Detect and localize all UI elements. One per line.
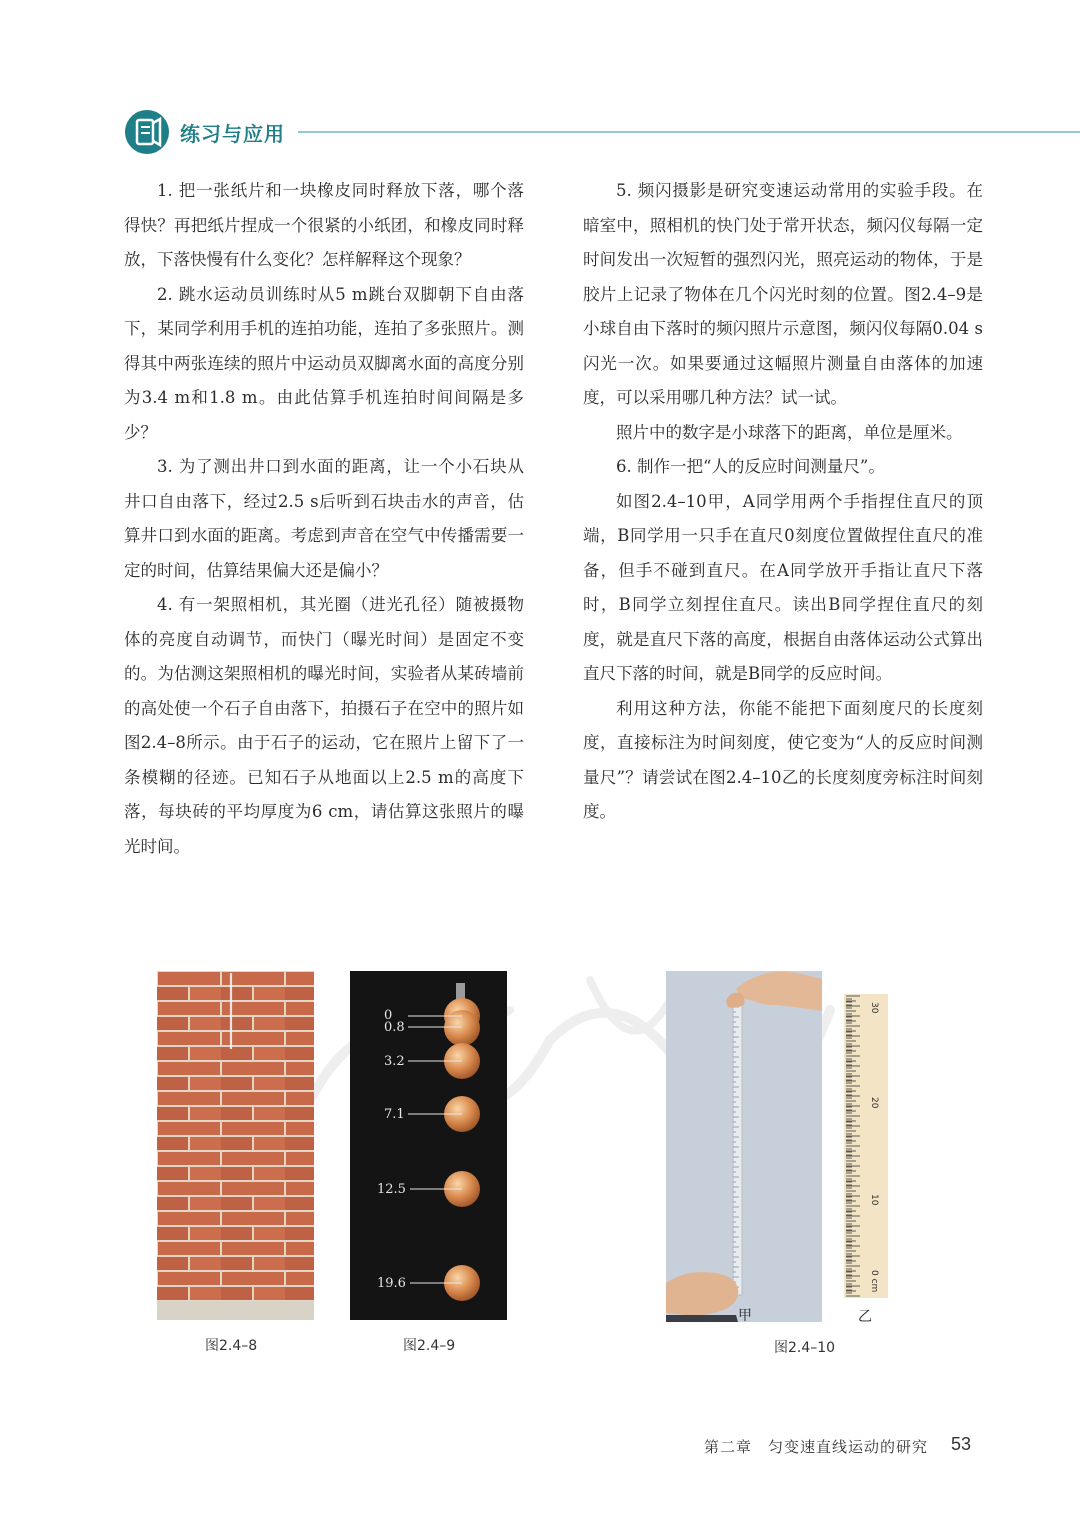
- exercise-2: 2. 跳水运动员训练时从5 m跳台双脚朝下自由落下，某同学利用手机的连拍功能，连拍了多张照片。测得其中两张连续的照片中运动员双脚离水面的高度分别为3.4 m和1.8 m。由此估算手机连拍时间间隔是多少？: [124, 284, 524, 442]
- strobe-label: 19.6: [377, 1276, 406, 1291]
- strobe-label: 0.8: [384, 1020, 405, 1035]
- ruler-label: 10: [869, 1194, 879, 1206]
- figure-caption-2-4-10: 图2.4–10: [774, 1340, 836, 1356]
- figure-caption-2-4-9: 图2.4–9: [403, 1338, 456, 1354]
- exercise-6-procedure: 如图2.4–10甲，A同学用两个手指捏住直尺的顶端，B同学用一只手在直尺0刻度位置做捏住直尺的准备，但手不碰到直尺。在A同学放开手指让直尺下落时，B同学立刻捏住直尺。读出B同学捏住直尺的刻度，就是直尺下落的高度，根据自由落体运动公式算出直尺下落的时间，就是B同学的反应时间。: [583, 491, 983, 683]
- strobe-photo: [350, 971, 507, 1320]
- exercise-3: 3. 为了测出井口到水面的距离，让一个小石块从井口自由落下，经过2.5 s后听到石块击水的声音，估算井口到水面的距离。考虑到声音在空气中传播需要一定的时间，估算结果偏大还是偏小？: [124, 457, 524, 580]
- strobe-label: 0: [384, 1008, 393, 1023]
- length-scale-ruler: [844, 994, 888, 1298]
- label-jia: 甲: [738, 1308, 752, 1322]
- ruler-label: 0 cm: [869, 1270, 879, 1293]
- exercise-6-question: 利用这种方法，你能不能把下面刻度尺的长度刻度，直接标注为时间刻度，使它变为“人的反应时间测量尺”？请尝试在图2.4–10乙的长度刻度旁标注时间刻度。: [583, 698, 983, 821]
- label-yi: 乙: [858, 1309, 872, 1325]
- strobe-label: 3.2: [384, 1054, 405, 1069]
- practice-section-icon: [124, 109, 170, 155]
- header-divider: [298, 131, 1080, 133]
- figure-caption-2-4-8: 图2.4–8: [205, 1338, 258, 1354]
- exercise-5-note: 照片中的数字是小球落下的距离，单位是厘米。: [616, 422, 963, 442]
- right-column: [583, 174, 983, 830]
- strobe-label: 7.1: [384, 1107, 405, 1122]
- ruler-label: 30: [869, 1002, 879, 1014]
- chapter-footer: 第二章 匀变速直线运动的研究: [704, 1438, 929, 1456]
- exercise-4: 4. 有一架照相机，其光圈（进光孔径）随被摄物体的亮度自动调节，而快门（曝光时间）是固定不变的。为估测这架照相机的曝光时间，实验者从某砖墙前的高处使一个石子自由落下，拍摄石子在空中的照片如图2.4–8所示。由于石子的运动，它在照片上留下了一条模糊的径迹。已知石子从地面以上2.5 m的高度下落，每块砖的平均厚度为6 cm，请估算这张照片的曝光时间。: [124, 595, 524, 856]
- exercise-5: 5. 频闪摄影是研究变速运动常用的实验手段。在暗室中，照相机的快门处于常开状态，频闪仪每隔一定时间发出一次短暂的强烈闪光，照亮运动的物体，于是胶片上记录了物体在几个闪光时刻的位置。图2.4–9是小球自由下落时的频闪照片示意图，频闪仪每隔0.04 s闪光一次。如果要通过这幅照片测量自由落体的加速度，可以采用哪几种方法？试一试。: [583, 181, 983, 407]
- left-column: [124, 174, 524, 864]
- strobe-label: 12.5: [377, 1182, 406, 1197]
- exercise-1: 1. 把一张纸片和一块橡皮同时释放下落，哪个落得快？再把纸片捏成一个很紧的小纸团，和橡皮同时释放，下落快慢有什么变化？怎样解释这个现象？: [124, 181, 524, 269]
- page-number: 53: [951, 1434, 972, 1454]
- exercise-6: 6. 制作一把“人的反应时间测量尺”。: [616, 457, 885, 476]
- reaction-ruler-photo: [666, 971, 822, 1322]
- brick-wall-photo: [157, 971, 314, 1320]
- section-title: 练习与应用: [180, 122, 285, 146]
- ruler-label: 20: [869, 1097, 879, 1109]
